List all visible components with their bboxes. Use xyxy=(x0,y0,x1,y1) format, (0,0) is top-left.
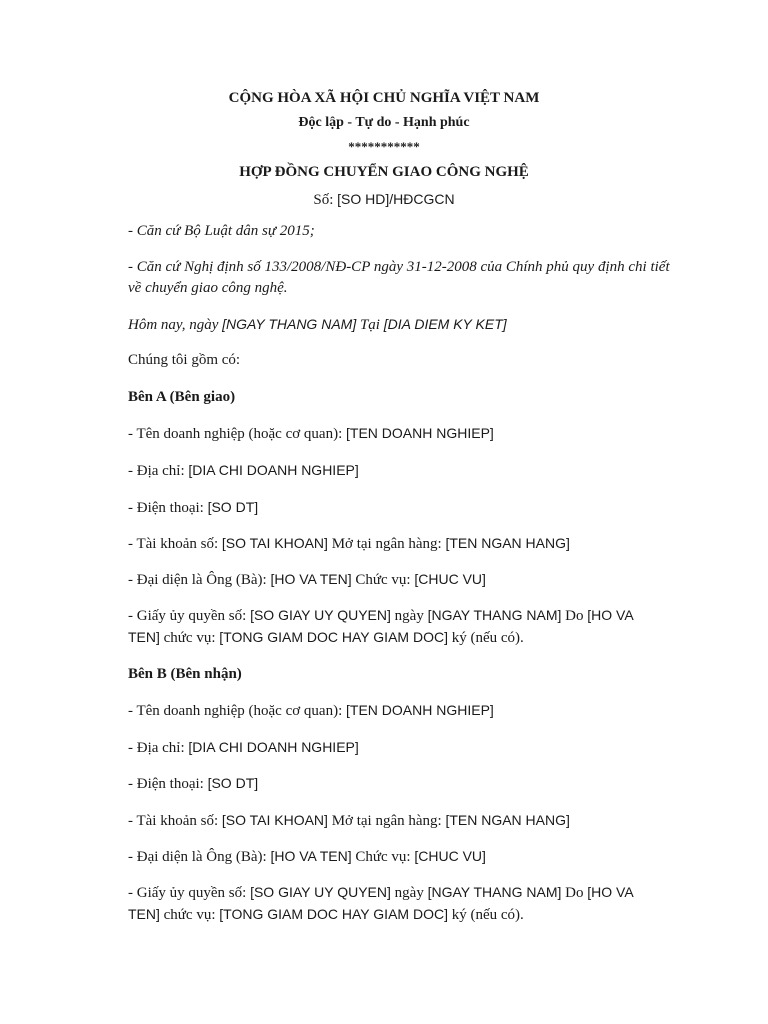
party-a-bank-value: [TEN NGAN HANG] xyxy=(445,535,570,551)
party-a-auth-by-label: Do xyxy=(561,608,588,624)
party-a-account-label: - Tài khoản số: xyxy=(128,536,222,552)
party-a-auth-by-value-2: TEN] xyxy=(128,629,160,645)
party-a-position-label: Chức vụ: xyxy=(351,572,415,588)
party-b-position-value: [CHUC VU] xyxy=(414,848,486,864)
party-a-address xyxy=(128,460,359,481)
party-b-rep-value: [HO VA TEN] xyxy=(270,848,352,864)
today-line xyxy=(128,314,507,335)
party-b-auth-pos-label: chức vụ: xyxy=(159,907,220,923)
party-a-auth-end: ký (nếu có). xyxy=(447,630,524,646)
country-header: CỘNG HÒA XÃ HỘI CHỦ NGHĨA VIỆT NAM xyxy=(228,90,540,106)
party-b-address-value: [DIA CHI DOANH NGHIEP] xyxy=(188,739,359,755)
party-a-account-value: [SO TAI KHOAN] xyxy=(221,535,328,551)
contract-number xyxy=(0,191,768,209)
party-a-rep-value: [HO VA TEN] xyxy=(270,571,352,587)
party-b-representative xyxy=(128,846,486,867)
party-b-auth-pos-value: [TONG GIAM DOC HAY GIAM DOC] xyxy=(219,906,448,922)
party-a-auth-label: - Giấy ủy quyền số: xyxy=(128,608,251,624)
party-b-heading: Bên B (Bên nhận) xyxy=(128,666,242,682)
today-prefix: Hôm nay, ngày xyxy=(128,317,223,333)
party-a-auth-date-value: [NGAY THANG NAM] xyxy=(427,607,562,623)
party-b-company xyxy=(128,700,494,721)
party-a-auth-pos-value: [TONG GIAM DOC HAY GIAM DOC] xyxy=(219,629,448,645)
motto: Độc lập - Tự do - Hạnh phúc xyxy=(298,115,470,130)
party-b-bank-value: [TEN NGAN HANG] xyxy=(445,812,570,828)
contract-number-label: Số: xyxy=(313,192,338,208)
party-b-rep-label: - Đại diện là Ông (Bà): xyxy=(128,849,271,865)
party-a-company xyxy=(128,423,494,444)
party-a-auth-date-label: ngày xyxy=(390,608,428,624)
party-a-phone-label: - Điện thoại: xyxy=(128,500,208,516)
party-a-address-value: [DIA CHI DOANH NGHIEP] xyxy=(188,462,359,478)
basis-decree-line1: - Căn cứ Nghị định số 133/2008/NĐ-CP ngày 31-12-2008 của Chính phủ quy định chi tiết xyxy=(128,259,670,275)
party-b-phone-label: - Điện thoại: xyxy=(128,776,208,792)
party-b-phone xyxy=(128,773,258,794)
we-include: Chúng tôi gồm có: xyxy=(128,352,241,368)
party-a-heading: Bên A (Bên giao) xyxy=(128,389,236,405)
party-a-representative xyxy=(128,569,486,590)
party-a-phone xyxy=(128,497,258,518)
party-b-account-value: [SO TAI KHOAN] xyxy=(221,812,328,828)
party-a-bank-label: Mở tại ngân hàng: xyxy=(327,536,446,552)
party-b-company-value: [TEN DOANH NGHIEP] xyxy=(346,702,494,718)
party-a-company-label: - Tên doanh nghiệp (hoặc cơ quan): xyxy=(128,426,346,442)
party-b-auth-by-value-1: [HO VA xyxy=(587,884,634,900)
party-a-authorization-line2 xyxy=(128,627,524,648)
party-a-account xyxy=(128,533,570,554)
party-b-authorization-line2 xyxy=(128,904,524,925)
basis-civil-code: - Căn cứ Bộ Luật dân sự 2015; xyxy=(128,223,315,239)
party-b-auth-end: ký (nếu có). xyxy=(447,907,524,923)
party-b-auth-value: [SO GIAY UY QUYEN] xyxy=(250,884,391,900)
party-b-auth-date-value: [NGAY THANG NAM] xyxy=(427,884,562,900)
party-b-auth-label: - Giấy ủy quyền số: xyxy=(128,885,251,901)
contract-number-value: [SO HD]/HĐCGCN xyxy=(337,191,455,207)
decorative-stars: *********** xyxy=(348,139,420,154)
today-date: [NGAY THANG NAM] xyxy=(222,316,357,332)
party-a-authorization-line1 xyxy=(128,605,634,626)
party-b-auth-date-label: ngày xyxy=(390,885,428,901)
party-b-address-label: - Địa chỉ: xyxy=(128,740,189,756)
today-middle: Tại xyxy=(356,317,384,333)
party-b-company-label: - Tên doanh nghiệp (hoặc cơ quan): xyxy=(128,703,346,719)
party-b-position-label: Chức vụ: xyxy=(351,849,415,865)
document-title: HỢP ĐỒNG CHUYỂN GIAO CÔNG NGHỆ xyxy=(239,164,529,180)
party-b-account-label: - Tài khoản số: xyxy=(128,813,222,829)
party-b-auth-by-value-2: TEN] xyxy=(128,906,160,922)
party-a-phone-value: [SO DT] xyxy=(207,499,259,515)
party-a-position-value: [CHUC VU] xyxy=(414,571,486,587)
party-a-rep-label: - Đại diện là Ông (Bà): xyxy=(128,572,271,588)
party-b-authorization-line1 xyxy=(128,882,634,903)
party-b-address xyxy=(128,737,359,758)
party-b-phone-value: [SO DT] xyxy=(207,775,259,791)
party-a-auth-pos-label: chức vụ: xyxy=(159,630,220,646)
today-place: [DIA DIEM KY KET] xyxy=(383,316,507,332)
party-a-auth-by-value-1: [HO VA xyxy=(587,607,634,623)
party-a-address-label: - Địa chỉ: xyxy=(128,463,189,479)
party-a-auth-value: [SO GIAY UY QUYEN] xyxy=(250,607,391,623)
basis-decree-line2: về chuyển giao công nghệ. xyxy=(128,280,288,296)
party-a-company-value: [TEN DOANH NGHIEP] xyxy=(346,425,494,441)
party-b-auth-by-label: Do xyxy=(561,885,588,901)
party-b-bank-label: Mở tại ngân hàng: xyxy=(327,813,446,829)
party-b-account xyxy=(128,810,570,831)
